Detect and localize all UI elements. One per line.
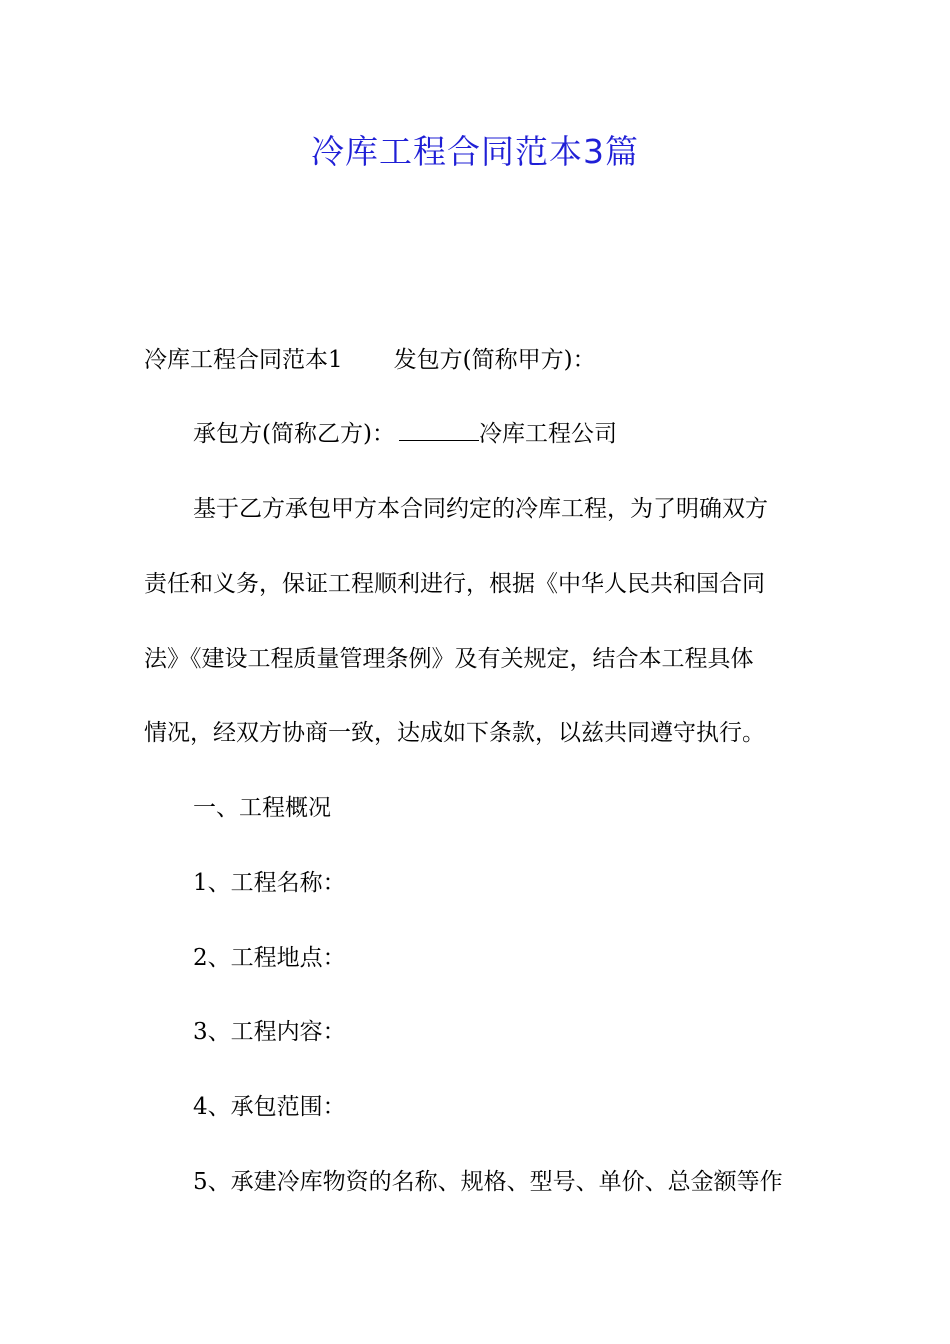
contract-label: 冷库工程合同范本1 bbox=[144, 347, 343, 373]
preamble-line-2: 责任和义务，保证工程顺利进行，根据《中华人民共和国合同 bbox=[144, 571, 765, 597]
party-a-label: 发包方(简称甲方)： bbox=[393, 347, 596, 373]
party-b-line bbox=[193, 417, 813, 451]
preamble-line-4: 情况，经双方协商一致，达成如下条款，以兹共同遵守执行。 bbox=[144, 720, 765, 746]
list-item-3: 3、工程内容： bbox=[193, 1019, 346, 1045]
list-item-4: 4、承包范围： bbox=[193, 1094, 346, 1120]
section-heading: 一、工程概况 bbox=[193, 795, 331, 821]
document-title: 冷库工程合同范本3篇 bbox=[311, 132, 639, 171]
preamble-line-1: 基于乙方承包甲方本合同约定的冷库工程，为了明确双方 bbox=[193, 496, 768, 522]
blank-underline bbox=[399, 418, 479, 441]
intro-line bbox=[144, 343, 814, 377]
party-b-label: 承包方(简称乙方)： bbox=[193, 421, 395, 447]
party-b-company: 冷库工程公司 bbox=[478, 421, 617, 447]
list-item-5: 5、承建冷库物资的名称、规格、型号、单价、总金额等作 bbox=[193, 1169, 783, 1195]
list-item-2: 2、工程地点： bbox=[193, 945, 346, 971]
list-item-1: 1、工程名称： bbox=[193, 870, 346, 896]
preamble-line-3: 法》《建设工程质量管理条例》及有关规定，结合本工程具体 bbox=[144, 646, 754, 672]
